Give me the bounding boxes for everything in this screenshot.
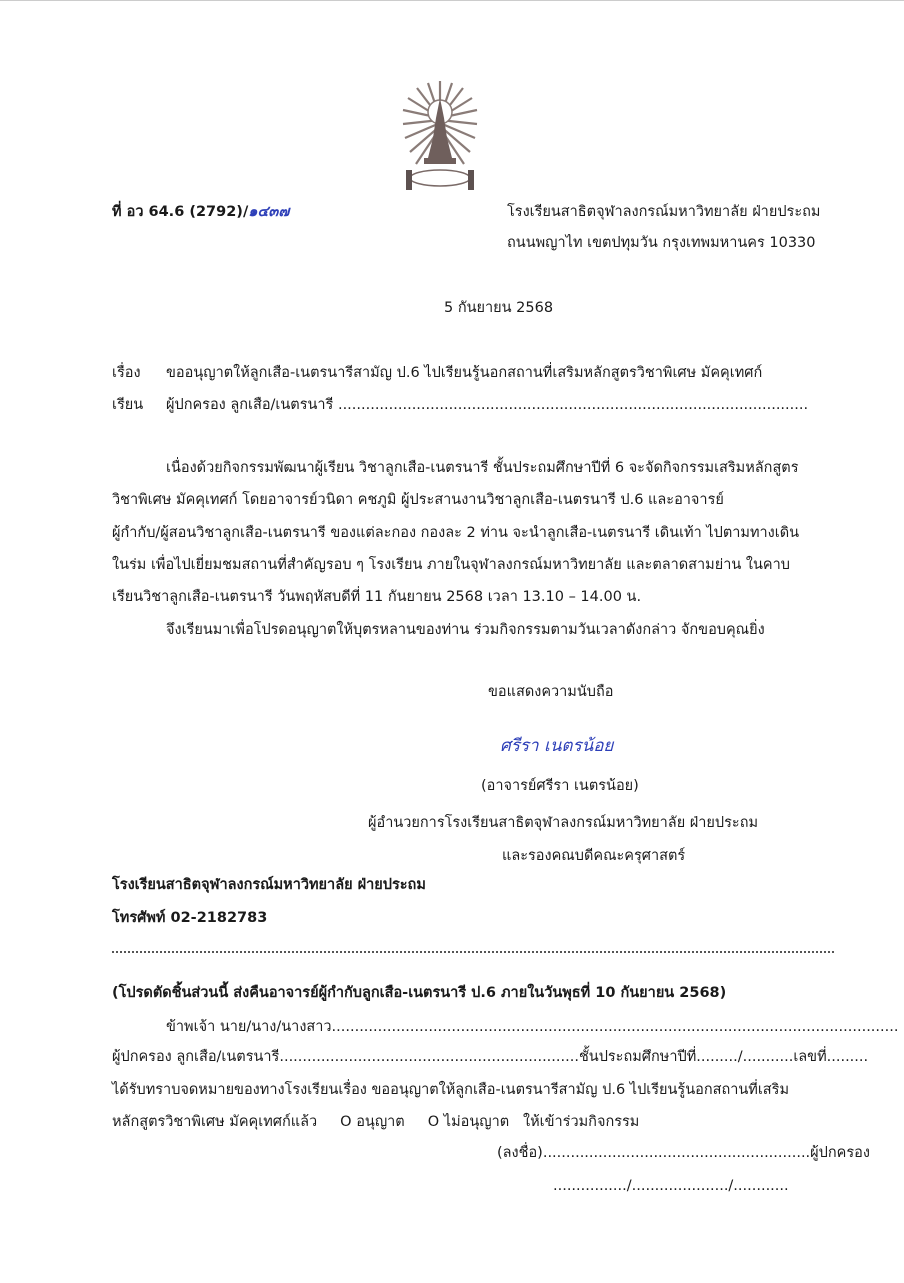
slip-student-line: ผู้ปกครอง ลูกเสือ/เนตรนารี.................................................................ชั้นประถมศึกษาปีที่........./...........เลขที่......... xyxy=(112,1049,869,1065)
reference-label: ที่ อว 64.6 (2792)/ xyxy=(112,204,249,220)
option-allow[interactable]: O อนุญาต xyxy=(340,1114,405,1130)
slip-date-line: ................/...................../............ xyxy=(553,1178,789,1194)
handwritten-reference: ๑๔๓๗ xyxy=(248,203,290,220)
slip-choice-line xyxy=(112,1112,639,1132)
body-line: เนื่องด้วยกิจกรรมพัฒนาผู้เรียน วิชาลูกเสือ-เนตรนารี ชั้นประถมศึกษาปีที่ 6 จะจัดกิจกรรมเสริมหลักสูตร xyxy=(166,460,799,476)
option-deny[interactable]: O ไม่อนุญาต xyxy=(427,1114,510,1130)
slip-choice-prefix: หลักสูตรวิชาพิเศษ มัคคุเทศก์แล้ว xyxy=(112,1114,318,1130)
regards: ขอแสดงความนับถือ xyxy=(488,684,614,700)
page-edge xyxy=(0,0,904,1)
address-line-1: โรงเรียนสาธิตจุฬาลงกรณ์มหาวิทยาลัย ฝ่ายประถม xyxy=(507,204,821,220)
closing-paragraph: จึงเรียนมาเพื่อโปรดอนุญาตให้บุตรหลานของท่าน ร่วมกิจกรรมตามวันเวลาดังกล่าว จักขอบคุณยิ่ง xyxy=(166,622,765,638)
body-line: เรียนวิชาลูกเสือ-เนตรนารี วันพฤหัสบดีที่ 11 กันยายน 2568 เวลา 13.10 – 14.00 น. xyxy=(112,589,642,605)
handwritten-signature: ศรีรา เนตรน้อย xyxy=(500,736,614,756)
signatory-title-2: และรองคณบดีคณะครุศาสตร์ xyxy=(502,848,686,864)
signatory-title: ผู้อำนวยการโรงเรียนสาธิตจุฬาลงกรณ์มหาวิทยาลัย ฝ่ายประถม xyxy=(368,815,759,831)
subject-text: ขออนุญาตให้ลูกเสือ-เนตรนารีสามัญ ป.6 ไปเรียนรู้นอกสถานที่เสริมหลักสูตรวิชาพิเศษ มัคคุเทศก์ xyxy=(166,365,763,381)
body-line: ในร่ม เพื่อไปเยี่ยมชมสถานที่สำคัญรอบ ๆ โรงเรียน ภายในจุฬาลงกรณ์มหาวิทยาลัย และตลาดสามย่าน ในคาบ xyxy=(112,557,790,573)
body-line: วิชาพิเศษ มัคคุเทศก์ โดยอาจารย์วนิดา คชภูมิ ผู้ประสานงานวิชาลูกเสือ-เนตรนารี ป.6 และอาจารย์ xyxy=(112,492,724,508)
slip-sign-line: (ลงชื่อ)..........................................................ผู้ปกครอง xyxy=(497,1145,870,1161)
slip-choice-suffix: ให้เข้าร่วมกิจกรรม xyxy=(523,1114,640,1130)
subject-label: เรื่อง xyxy=(112,365,141,381)
salutation-text: ผู้ปกครอง ลูกเสือ/เนตรนารี ...................................................................................................... xyxy=(166,397,809,413)
university-emblem-logo xyxy=(400,78,480,198)
slip-name-line: ข้าพเจ้า นาย/นาง/นางสาว........................................................................................................................... xyxy=(166,1019,899,1035)
body-line: ผู้กำกับ/ผู้สอนวิชาลูกเสือ-เนตรนารี ของแต่ละกอง กองละ 2 ท่าน จะนำลูกเสือ-เนตรนารี เดินเท้า ไปตามทางเดิน xyxy=(112,525,800,541)
address-line-2: ถนนพญาไท เขตปทุมวัน กรุงเทพมหานคร 10330 xyxy=(507,235,816,251)
footer-school: โรงเรียนสาธิตจุฬาลงกรณ์มหาวิทยาลัย ฝ่ายประถม xyxy=(112,877,426,893)
reference-number xyxy=(112,202,289,222)
salutation-label: เรียน xyxy=(112,397,144,413)
slip-acknowledge-line: ได้รับทราบจดหมายของทางโรงเรียนเรื่อง ขออนุญาตให้ลูกเสือ-เนตรนารีสามัญ ป.6 ไปเรียนรู้นอกสถานที่เสริม xyxy=(112,1082,790,1098)
cut-line xyxy=(112,951,834,953)
slip-heading: (โปรดตัดชิ้นส่วนนี้ ส่งคืนอาจารย์ผู้กำกับลูกเสือ-เนตรนารี ป.6 ภายในวันพุธที่ 10 กันยายน 2568) xyxy=(112,985,727,1001)
footer-phone: โทรศัพท์ 02-2182783 xyxy=(112,910,268,926)
letter-date: 5 กันยายน 2568 xyxy=(444,300,554,316)
signatory-name: (อาจารย์ศรีรา เนตรน้อย) xyxy=(481,778,639,794)
